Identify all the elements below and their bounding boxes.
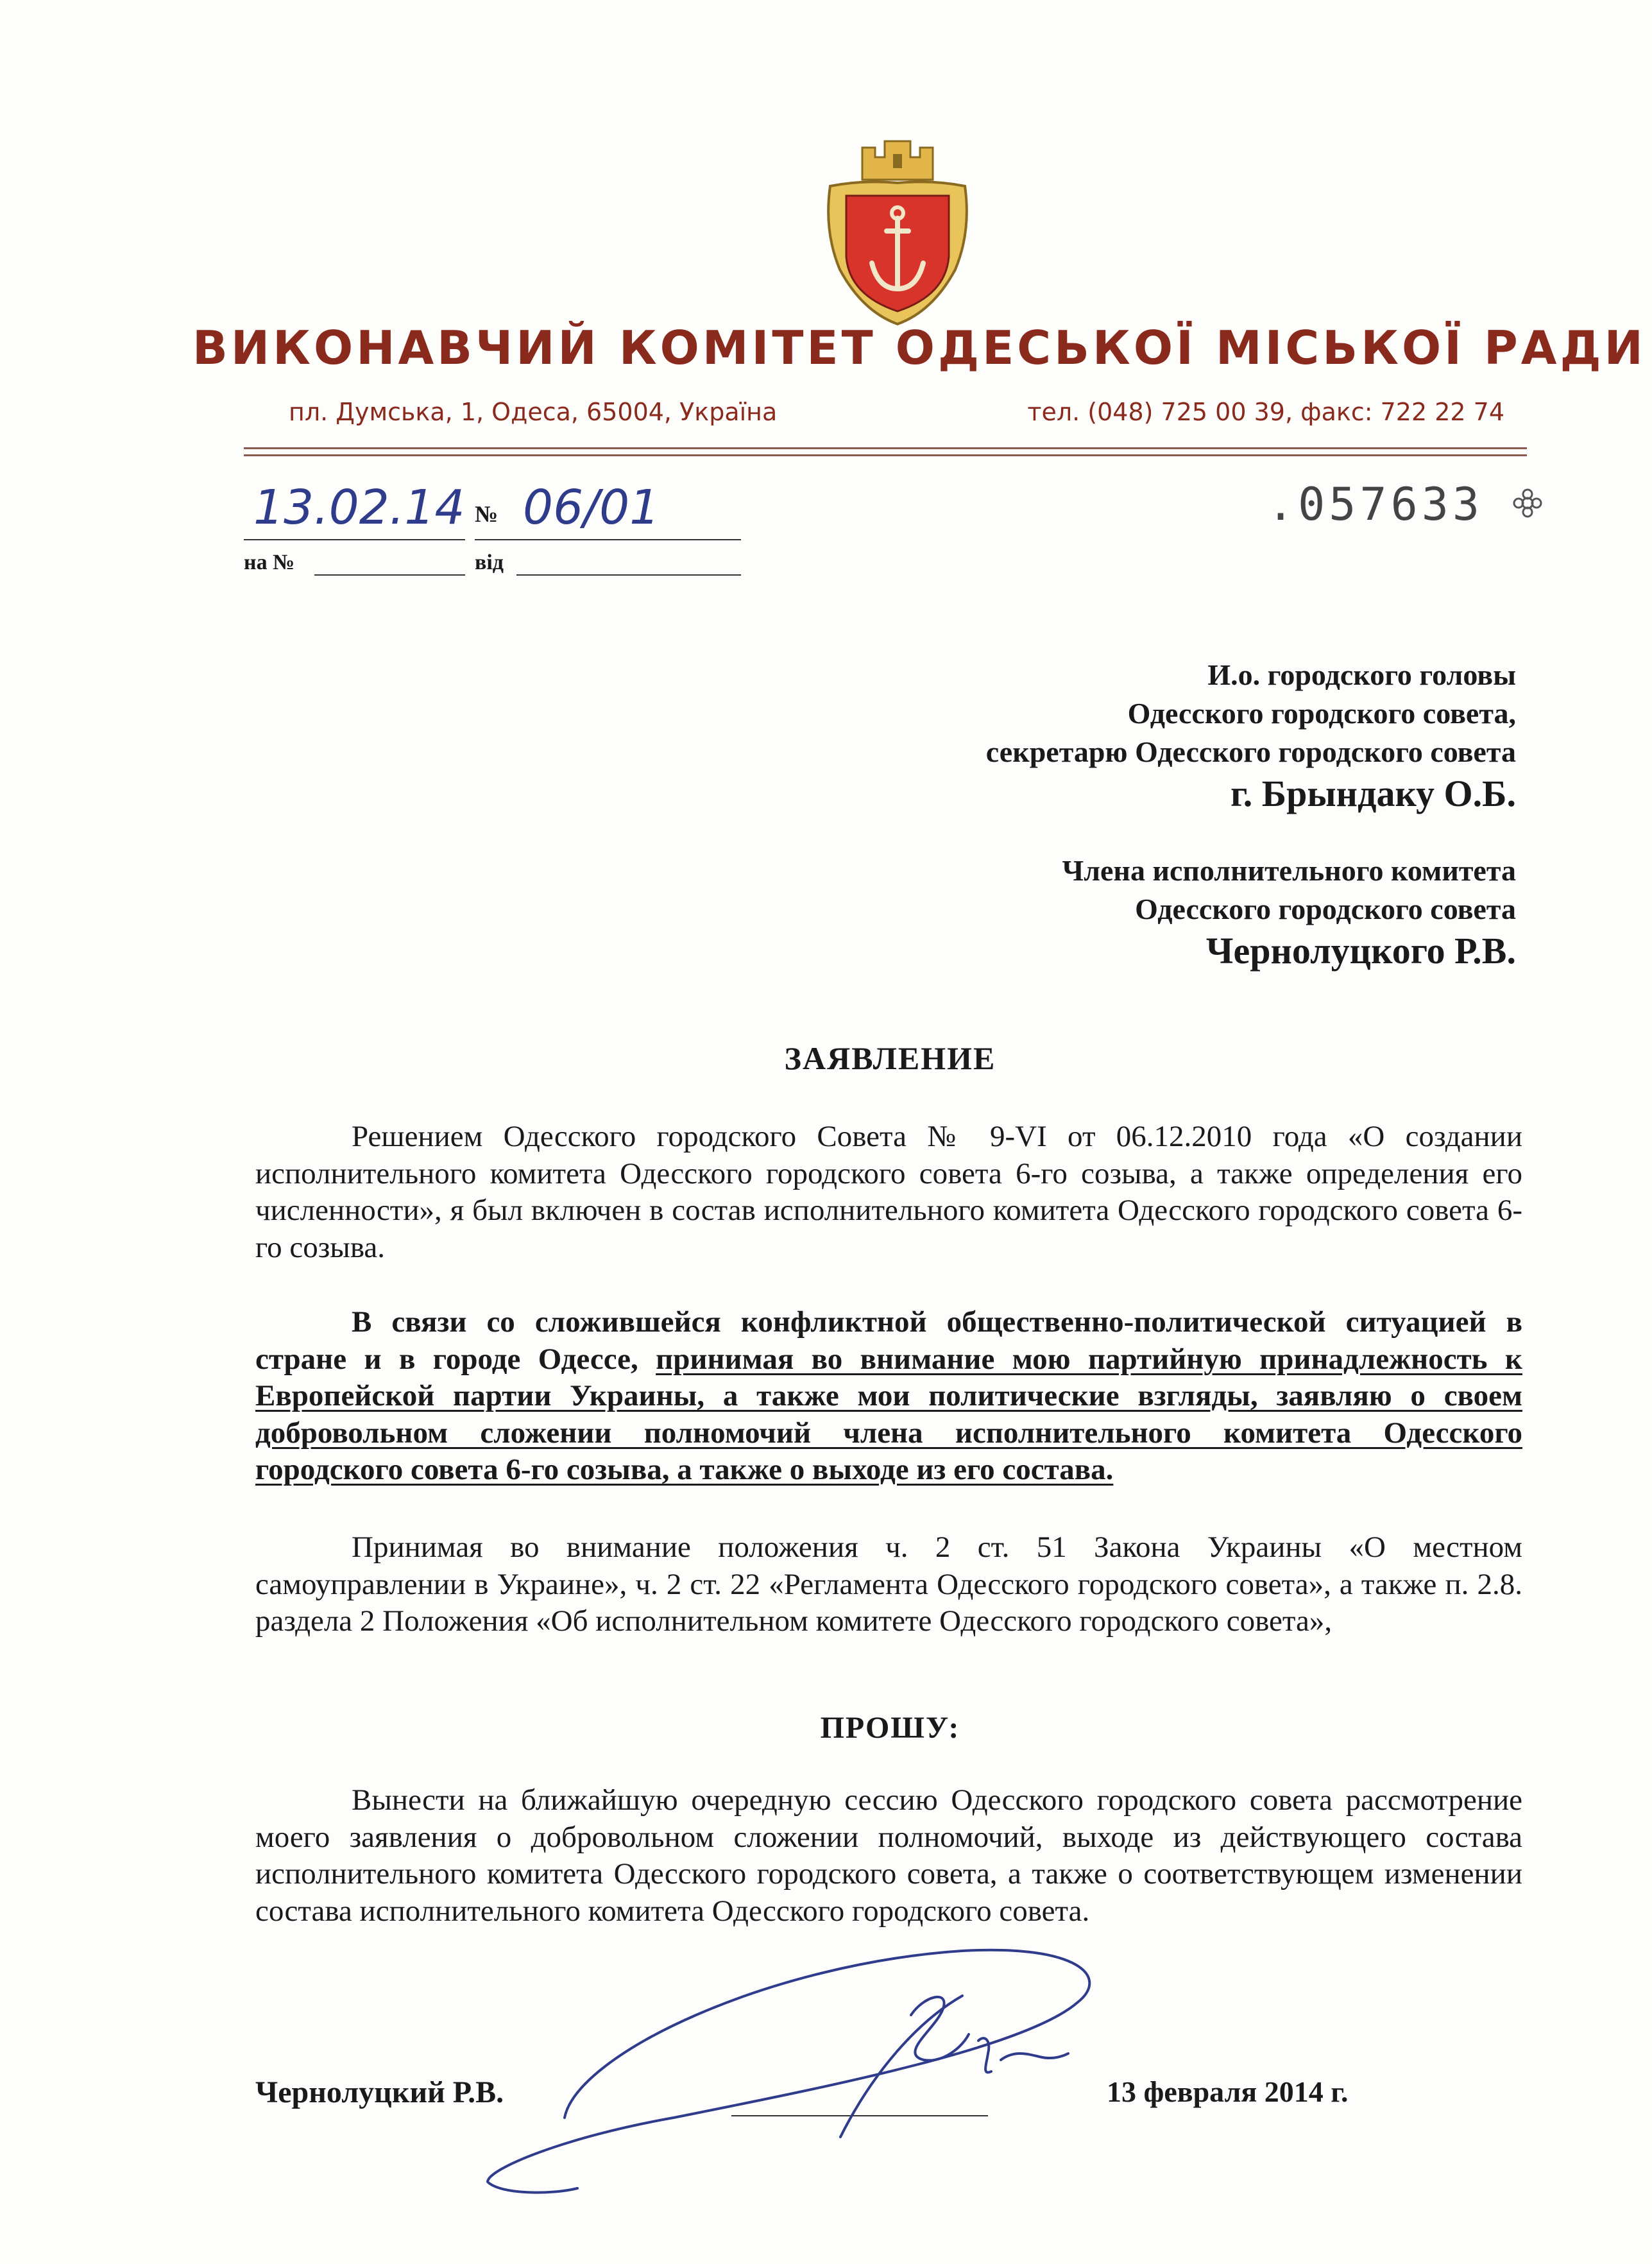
body-paragraph: Решением Одесского городского Совета № 9-VI от 06.12.2010 года «О создании исполнительного комитета Одесского городского совета 6-го созыва, а также определения его численности», я был включен в состав исполнительного комитета Одесского городского совета 6-го созыва. [255, 1120, 1522, 1264]
header-divider [244, 454, 1527, 456]
reference-from-line [516, 574, 741, 576]
date-fill-line [244, 539, 465, 540]
body-paragraph-request: Вынести на ближайшую очередную сессию Одесского городского совета рассмотрение моего заявления о добровольном сложении полномочий, выходе из действующего состава исполнительного комитета Одесского городского совета, а также о соответствующем изменении состава исполнительного комитета Одесского городского совета. [255, 1783, 1522, 1928]
reference-number-label: на № [244, 551, 295, 574]
header-divider [244, 447, 1527, 449]
registration-date: 13.02.14 [253, 480, 465, 535]
registration-number-sign: № [475, 501, 498, 527]
serial-number: .057633 [1267, 478, 1484, 531]
letterhead-phones: тел. (048) 725 00 39, факс: 722 22 74 [1027, 398, 1504, 426]
statement-text: В связи со сложившейся конфликтной общественно-политической ситуацией в стране и в городе Одессе, [255, 1305, 1522, 1376]
body-paragraph-statement [255, 1304, 1522, 1489]
signature-date: 13 февраля 2014 г. [1107, 2075, 1349, 2108]
addressee-line: секретарю Одесского городского совета [985, 735, 1516, 768]
document-title: ЗАЯВЛЕНИЕ [784, 1040, 996, 1076]
sender-name: Чернолуцкого Р.В. [1205, 930, 1516, 972]
signer-name: Чернолуцкий Р.В. [255, 2075, 504, 2109]
odesa-coat-of-arms-icon [817, 135, 978, 327]
sender-line: Члена исполнительного комитета [1062, 854, 1516, 887]
body-paragraph: Принимая во внимание положения ч. 2 ст. 51 Закона Украины «О местном самоуправлении в Украине», ч. 2 ст. 22 «Регламента Одесского городского совета», а также п. 2.8. раздела 2 Положения «Об исполнительном комитете Одесского городского совета», [255, 1531, 1522, 1638]
letterhead-address: пл. Думська, 1, Одеса, 65004, Україна [289, 398, 778, 426]
signature-line [731, 2115, 988, 2116]
sender-line: Одесского городского совета [1135, 893, 1516, 925]
reference-number-line [314, 574, 465, 576]
statement-underlined-text: принимая во внимание мою партийную принадлежность к Европейской партии Украины, а также мои политические взгляды, заявляю о своем добровольном сложении полномочий члена исполнительного комитета Одесского городского совета 6-го созыва, а также о выходе из его состава. [255, 1342, 1522, 1486]
number-fill-line [475, 539, 741, 540]
reference-from-label: від [475, 551, 504, 574]
addressee-line: И.о. городского головы [1207, 658, 1516, 691]
addressee-name: г. Брындаку О.Б. [1230, 773, 1516, 814]
request-heading: ПРОШУ: [820, 1711, 960, 1745]
registration-number: 06/01 [523, 480, 660, 535]
organization-name: ВИКОНАВЧИЙ КОМІТЕТ ОДЕСЬКОЇ МІСЬКОЇ РАДИ [192, 321, 1646, 375]
addressee-line: Одесского городского совета, [1127, 697, 1516, 730]
rosette-icon [1511, 486, 1544, 520]
